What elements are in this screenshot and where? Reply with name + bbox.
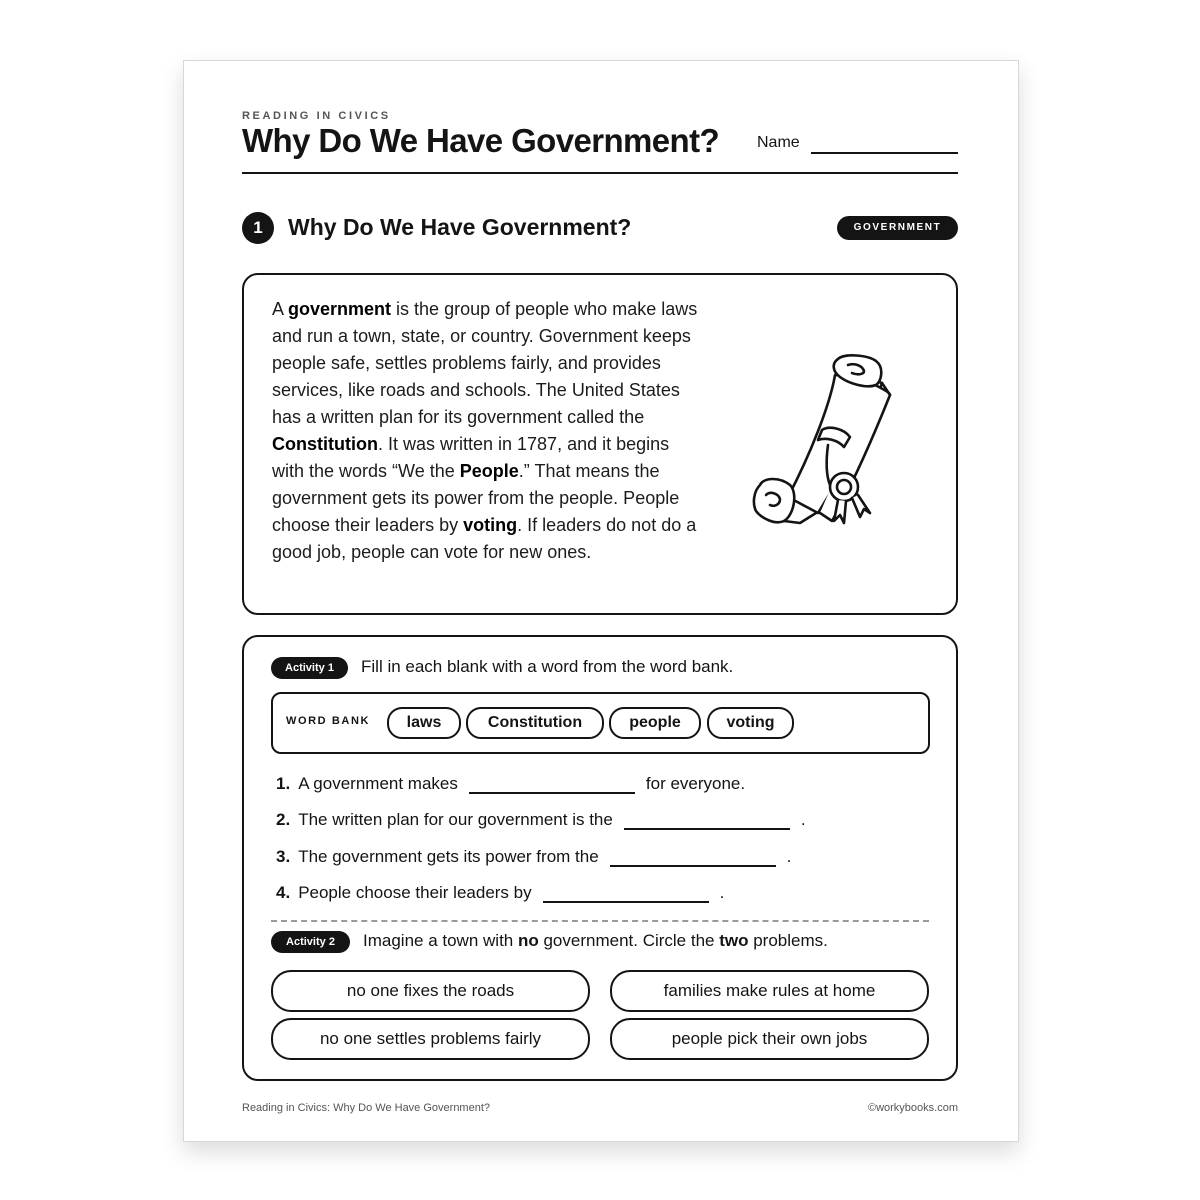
question-text-before: People choose their leaders by (298, 883, 532, 902)
choice-option[interactable]: no one fixes the roads (271, 970, 590, 1012)
question-2 (276, 810, 806, 830)
passage-text: .” That means the government gets its power from the people. People choose their leaders by (272, 461, 680, 535)
activity-1-instruction: Fill in each blank with a word from the word bank. (361, 657, 734, 676)
passage-bold-term: Constitution (272, 434, 378, 454)
footer-copyright: ©workybooks.com (867, 1102, 958, 1114)
name-field[interactable] (811, 152, 958, 154)
word-bank-word: voting (707, 707, 794, 739)
footer-title: Reading in Civics: Why Do We Have Government? (242, 1102, 491, 1114)
series-kicker: READING IN CIVICS (242, 110, 391, 122)
question-text-after: . (786, 847, 792, 866)
passage-text: . It was written in 1787, and it begins with the words “We the (272, 434, 670, 481)
title-divider (242, 172, 958, 174)
instruction-text: government. Circle the (538, 931, 720, 950)
question-3 (276, 847, 791, 867)
question-number: 2. (276, 810, 291, 829)
answer-blank[interactable] (469, 780, 635, 794)
activity-divider (271, 920, 929, 922)
passage-text: A (272, 299, 289, 319)
word-bank-label: WORD BANK (286, 715, 371, 727)
question-number: 3. (276, 847, 291, 866)
question-number: 1. (276, 774, 291, 793)
page-title: Why Do We Have Government? (242, 122, 720, 159)
answer-blank[interactable] (624, 816, 790, 830)
name-label: Name (757, 134, 800, 151)
activity-2-pill: Activity 2 (271, 931, 350, 953)
choice-option[interactable]: families make rules at home (610, 970, 929, 1012)
question-text-before: The written plan for our government is the (298, 810, 613, 829)
topic-tag: GOVERNMENT (837, 216, 958, 240)
choice-option[interactable]: people pick their own jobs (610, 1018, 929, 1060)
question-text-before: The government gets its power from the (298, 847, 599, 866)
activity-2-instruction (363, 931, 828, 951)
passage-bold-term: voting (463, 515, 518, 535)
passage-text: . If leaders do not do a good job, people can vote for new ones. (272, 515, 697, 562)
answer-blank[interactable] (610, 853, 776, 867)
passage-bold-term: government (288, 299, 392, 319)
instruction-text: Imagine a town with (363, 931, 518, 950)
passage-bold-term: People (459, 461, 519, 481)
question-1 (276, 774, 745, 794)
answer-blank[interactable] (543, 889, 709, 903)
word-bank-word: Constitution (466, 707, 604, 739)
question-text-after: . (719, 883, 725, 902)
question-number: 4. (276, 883, 291, 902)
question-text-after: . (800, 810, 806, 829)
word-bank-word: laws (387, 707, 461, 739)
instruction-bold-term: two (719, 931, 749, 950)
question-text-after: for everyone. (645, 774, 746, 793)
passage-text: is the group of people who make laws and run a town, state, or country. Government keeps people safe, settles problems fairly, and provides services, like roads and schools. The United States has a written plan for its government called the (272, 299, 698, 427)
question-4 (276, 883, 724, 903)
section-title: Why Do We Have Government? (288, 214, 632, 240)
activity-1-pill: Activity 1 (271, 657, 348, 679)
scroll-with-seal-icon (740, 345, 910, 535)
instruction-bold-term: no (517, 931, 539, 950)
word-bank-word: people (609, 707, 701, 739)
question-text-before: A government makes (298, 774, 458, 793)
section-number-badge: 1 (242, 212, 274, 244)
reading-passage (272, 296, 702, 566)
choice-option[interactable]: no one settles problems fairly (271, 1018, 590, 1060)
instruction-text: problems. (748, 931, 828, 950)
